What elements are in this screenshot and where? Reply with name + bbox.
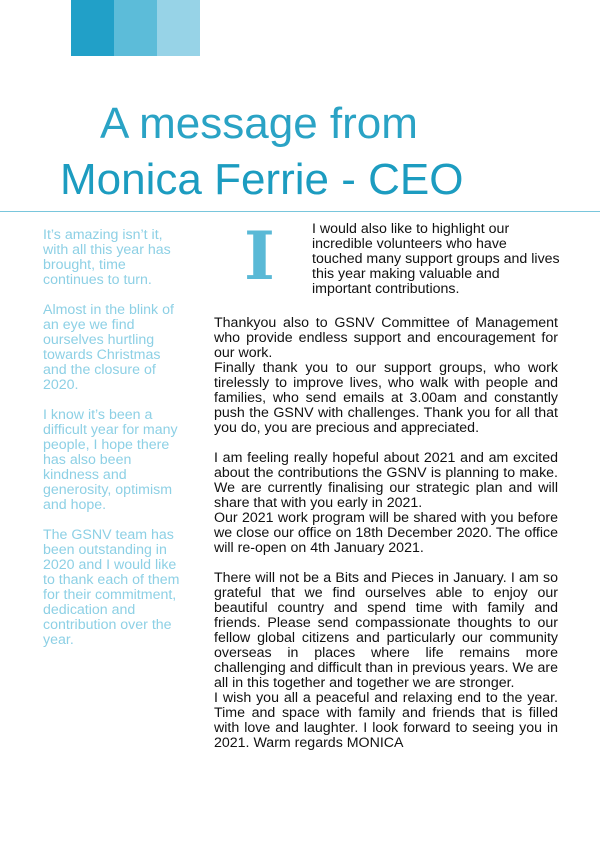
drop-cap: I <box>244 217 275 295</box>
page-title <box>0 96 600 208</box>
body-paragraph: Thankyou also to GSNV Committee of Management who provide endless support and encouragement for our work. <box>214 315 558 361</box>
paragraph-gap <box>214 556 558 571</box>
sidebar-column <box>43 228 185 663</box>
body-paragraph: Finally thank you to our support groups, who work tirelessly to improve lives, who walk with people and families, who send emails at 3.00am and constantly push the GSNV with challenges. Thank you for all that you do, you are precious and appreciated. <box>214 360 558 436</box>
title-line-1: A message from <box>100 99 418 148</box>
paragraph-gap <box>214 436 558 451</box>
header-color-blocks <box>71 0 200 56</box>
color-block-dark <box>71 0 114 56</box>
title-divider <box>0 211 600 212</box>
sidebar-paragraph: It’s amazing isn’t it, with all this year has brought, time continues to turn. <box>43 227 171 288</box>
color-block-light <box>157 0 200 56</box>
body-paragraph: There will not be a Bits and Pieces in January. I am so grateful that we find ourselves able to enjoy our beautiful country and spend time with family and friends. Please send compassionate thoughts to our fellow global citizens and particularly our community overseas in places where life remains more challenging and difficult than in previous years. We are all in this together and together we are stronger. <box>214 570 558 691</box>
body-paragraph: Our 2021 work program will be shared with you before we close our office on 18th December 2020. The office will re-open on 4th January 2021. <box>214 510 558 556</box>
sidebar-paragraph: The GSNV team has been outstanding in 2020 and I would like to thank each of them for their commitment, dedication and contribution over the year. <box>43 527 180 648</box>
main-body <box>214 316 558 751</box>
sidebar-paragraph: Almost in the blink of an eye we find ourselves hurtling towards Christmas and the closure of 2020. <box>43 302 174 393</box>
body-paragraph: I wish you all a peaceful and relaxing end to the year. Time and space with family and friends that is filled with love and laughter. I look forward to seeing you in 2021. Warm regards MONICA <box>214 690 558 751</box>
title-line-2: Monica Ferrie - CEO <box>60 155 464 204</box>
sidebar-paragraph: I know it’s been a difficult year for many people, I hope there has also been kindness and generosity, optimism and hope. <box>43 407 178 513</box>
intro-paragraph: I would also like to highlight our incredible volunteers who have touched many support groups and lives this year making valuable and important contributions. <box>312 221 560 297</box>
body-paragraph: I am feeling really hopeful about 2021 and am excited about the contributions the GSNV is planning to make. We are currently finalising our strategic plan and will share that with you early in 2021. <box>214 450 558 511</box>
color-block-medium <box>114 0 157 56</box>
